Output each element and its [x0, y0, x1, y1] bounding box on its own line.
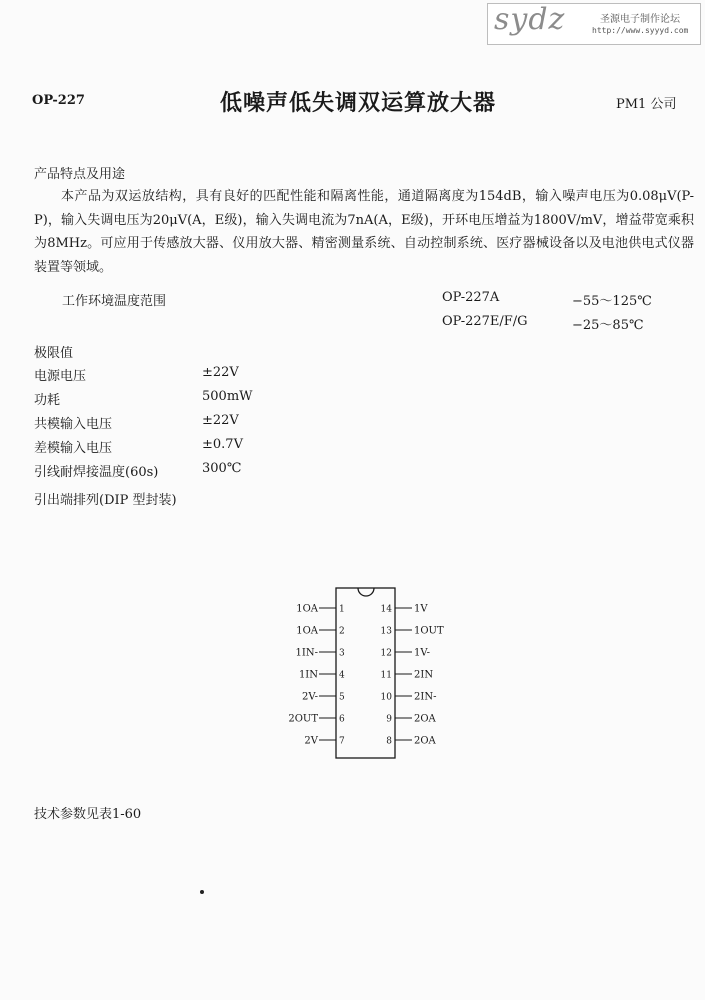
pin-number: 9	[386, 714, 392, 725]
features-description: 本产品为双运放结构，具有良好的匹配性能和隔离性能，通道隔离度为154dB，输入噪声电压为0.08μV(P-P)，输入失调电压为20μV(A，E级)，输入失调电流为7nA(A，E级)，开环电压增益为1800V/mV，增益带宽乘积为8MHz。可应用于传感放大器、仪用放大器、精密测量系统、自动控制系统、医疗器械设备以及电池供电式仪器装置等领域。	[34, 189, 694, 275]
scan-speck	[200, 890, 204, 894]
temp-range-model: OP-227E/F/G	[442, 314, 528, 329]
temp-range-label: 工作环境温度范围	[62, 294, 167, 309]
pin-label: 2IN	[414, 669, 434, 681]
watermark	[487, 3, 701, 45]
pin-label: 1OUT	[414, 625, 444, 637]
pin-number: 11	[380, 670, 392, 681]
pin-label: 1IN-	[295, 647, 318, 659]
pin-number: 6	[339, 714, 345, 725]
pin-label: 1IN	[298, 669, 318, 681]
pin-label: 1V-	[414, 647, 431, 659]
pin-number: 4	[339, 670, 345, 681]
pin-label: 2IN-	[414, 691, 437, 703]
dip-package-diagram	[275, 580, 465, 770]
watermark-title: 圣源电子制作论坛	[600, 14, 680, 25]
watermark-url: http://www.syyyd.com	[592, 26, 689, 35]
limit-name: 引线耐焊接温度(60s)	[34, 465, 159, 480]
limit-name: 共模输入电压	[34, 417, 113, 432]
pin-number: 10	[380, 692, 392, 703]
pin-number: 2	[339, 626, 345, 637]
manufacturer: PM1 公司	[616, 97, 677, 112]
pin-label: 2OA	[414, 713, 436, 725]
temp-range-value: −25～85℃	[572, 318, 644, 333]
pin-label: 2V	[304, 735, 318, 747]
footer-note: 技术参数见表1-60	[34, 807, 142, 822]
pinout-caption: 引出端排列(DIP 型封装)	[34, 493, 177, 508]
limit-value: 500mW	[202, 389, 253, 404]
pin-number: 3	[339, 648, 345, 659]
pin-number: 8	[386, 736, 392, 747]
watermark-logo: sydz	[494, 2, 566, 37]
temp-range-model: OP-227A	[442, 290, 500, 305]
pin-number: 1	[339, 604, 345, 615]
limits-heading: 极限值	[34, 346, 74, 361]
pin-number: 5	[339, 692, 345, 703]
limit-name: 功耗	[34, 393, 61, 408]
page-title: 低噪声低失调双运算放大器	[220, 91, 497, 116]
limit-name: 电源电压	[34, 369, 87, 384]
limit-value: ±22V	[202, 365, 239, 380]
chip-notch	[358, 588, 374, 596]
pin-number: 12	[380, 648, 392, 659]
pin-label: 2OUT	[288, 713, 318, 725]
limit-value: 300℃	[202, 461, 242, 476]
features-heading: 产品特点及用途	[34, 167, 126, 182]
limit-value: ±0.7V	[202, 437, 243, 452]
pin-number: 14	[380, 604, 392, 615]
pin-label: 1OA	[296, 603, 318, 615]
pin-label: 1V	[414, 603, 428, 615]
limit-name: 差模输入电压	[34, 441, 113, 456]
pin-label: 1OA	[296, 625, 318, 637]
model-number: OP-227	[32, 93, 85, 108]
temp-range-value: −55～125℃	[572, 294, 652, 309]
pin-number: 7	[339, 736, 345, 747]
pin-label: 2OA	[414, 735, 436, 747]
limit-value: ±22V	[202, 413, 239, 428]
pin-label: 2V-	[301, 691, 318, 703]
pin-number: 13	[380, 626, 392, 637]
